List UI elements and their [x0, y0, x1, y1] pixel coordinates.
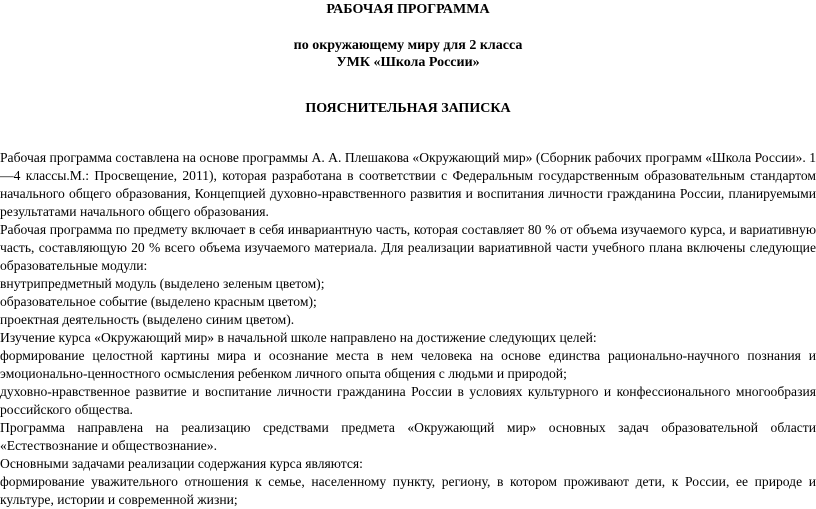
module-item: проектная деятельность (выделено синим цветом).: [0, 312, 295, 327]
paragraph-tasks-intro: Основными задачами реализации содержания курса являются:: [0, 456, 363, 471]
section-heading: ПОЯСНИТЕЛЬНАЯ ЗАПИСКА: [305, 101, 511, 116]
goal-item: формирование целостной картины мира и осознание места в нем человека на основе единства рационально-научного познания и эмоционально-ценностного осмысления ребенком личного опыта общения с людьми и природой;: [0, 348, 816, 381]
paragraph-intro: Рабочая программа составлена на основе программы А. А. Плешакова «Окружающий мир» (Сборник рабочих программ «Школа России». 1—4 классы.М.: Просвещение, 2011), которая разработана в соответствии с Федеральным государственным образовательным стандартом начального общего образования, Концепцией духовно-нравственного развития и воспитания личности гражданина России, планируемыми результатами начального общего образования.: [0, 150, 816, 219]
module-item: образовательное событие (выделено красным цветом);: [0, 294, 317, 309]
task-item: формирование уважительного отношения к семье, населенному пункту, региону, в котором проживают дети, к России, ее природе и культуре, истории и современной жизни;: [0, 474, 816, 507]
document-body: [0, 149, 816, 509]
goal-item: духовно-нравственное развитие и воспитание личности гражданина России в условиях культурного и конфессионального многообразия российского общества.: [0, 384, 816, 417]
umk-label: УМК «Школа России»: [336, 55, 480, 70]
paragraph-structure: Рабочая программа по предмету включает в себя инвариантную часть, которая составляет 80 % от объема изучаемого курса, и вариативную часть, составляющую 20 % всего объема изучаемого материала. Для реализации вариативной части учебного плана включены следующие образовательные модули:: [0, 222, 816, 273]
document-title: РАБОЧАЯ ПРОГРАММА: [326, 2, 490, 17]
module-item: внутрипредметный модуль (выделено зеленым цветом);: [0, 276, 325, 291]
document-subtitle: по окружающему миру для 2 класса: [293, 38, 523, 53]
paragraph-program-tasks: Программа направлена на реализацию средствами предмета «Окружающий мир» основных задач образовательной области «Естествознание и обществознание».: [0, 420, 816, 453]
paragraph-goals-intro: Изучение курса «Окружающий мир» в начальной школе направлено на достижение следующих целей:: [0, 330, 597, 345]
